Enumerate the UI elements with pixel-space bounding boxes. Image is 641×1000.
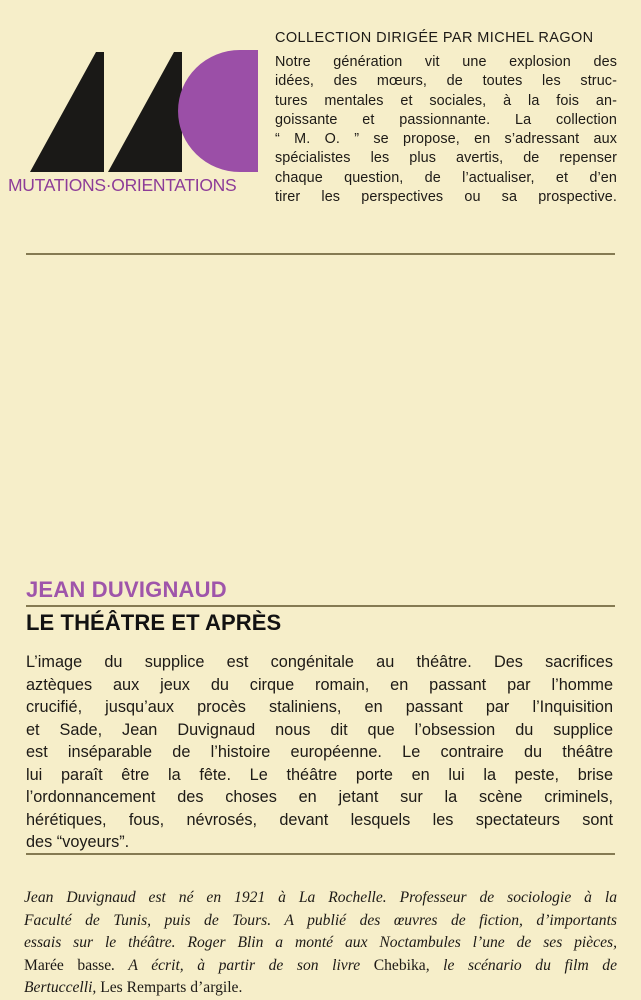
divider-bottom bbox=[26, 853, 615, 855]
book-summary bbox=[26, 651, 613, 854]
bio-line: essais sur le théâtre. Roger Blin a monté aux Noctambules l’une de ses pièces, bbox=[24, 934, 617, 952]
blurb-line: tirer les perspectives ou sa prospective. bbox=[275, 189, 617, 206]
bio-text: . A écrit, à partir de son livre bbox=[111, 956, 374, 974]
summary-line: lui paraît être la fête. Le théâtre porte en lui la peste, brise bbox=[26, 765, 613, 784]
bio-work-title: Marée basse bbox=[24, 956, 112, 974]
blurb-line: idées, des mœurs, de toutes les struc- bbox=[275, 73, 617, 90]
summary-line: des “voyeurs”. bbox=[26, 833, 130, 851]
bio-text: , bbox=[92, 979, 101, 997]
bio-work-title: Les Remparts d’argile bbox=[100, 979, 239, 997]
bio-line bbox=[24, 977, 617, 1000]
collection-logo bbox=[8, 44, 264, 194]
collection-blurb bbox=[275, 53, 617, 207]
logo-triangle-right bbox=[108, 52, 182, 172]
bio-text: Bertuccelli bbox=[24, 979, 93, 997]
summary-line: l’ordonnancement des choses en jetant sur la scène criminels, bbox=[26, 788, 613, 806]
author-name: JEAN DUVIGNAUD bbox=[26, 577, 227, 602]
blurb-line: spécialistes les plus avertis, de repenser bbox=[275, 150, 617, 167]
logo-triangle-left bbox=[30, 52, 104, 172]
bio-work-title: Chebika bbox=[373, 956, 426, 974]
blurb-line: Notre génération vit une explosion des bbox=[275, 54, 617, 70]
bio-text: , le scénario du film de bbox=[425, 956, 618, 974]
blurb-line: “ M. O. ” se propose, en s’adressant aux bbox=[275, 131, 617, 148]
bio-text: . bbox=[238, 979, 243, 997]
blurb-line: goissante et passionnante. La collection bbox=[275, 111, 617, 128]
summary-line: et Sade, Jean Duvignaud nous dit que l’obsession du supplice bbox=[26, 720, 613, 739]
summary-line: aztèques aux jeux du cirque romain, en passant par l’homme bbox=[26, 675, 613, 694]
divider-top bbox=[26, 253, 615, 255]
summary-line: L’image du supplice est congénitale au théâtre. Des sacrifices bbox=[26, 653, 613, 671]
divider-author bbox=[26, 605, 615, 607]
author-bio bbox=[24, 887, 617, 1000]
summary-line: crucifié, jusqu’aux procès staliniens, en passant par l’Inquisition bbox=[26, 698, 613, 716]
mo-logo-mark bbox=[24, 44, 266, 174]
bio-line bbox=[24, 955, 617, 978]
blurb-line: chaque question, de l’actualiser, et d’en bbox=[275, 169, 617, 186]
bio-line: Jean Duvignaud est né en 1921 à La Rochelle. Professeur de sociologie à la bbox=[24, 889, 617, 906]
book-title: LE THÉÂTRE ET APRÈS bbox=[26, 610, 282, 635]
blurb-line: tures mentales et sociales, à la fois an- bbox=[275, 92, 617, 109]
logo-wordmark: MUTATIONS·ORIENTATIONS bbox=[8, 175, 237, 195]
summary-line: hérétiques, fous, névrosés, devant lesquels les spectateurs sont bbox=[26, 810, 613, 829]
bio-line: Faculté de Tunis, puis de Tours. A publié des œuvres de fiction, d’importants bbox=[24, 911, 617, 929]
logo-purple-c bbox=[178, 50, 258, 172]
collection-header: COLLECTION DIRIGÉE PAR MICHEL RAGON bbox=[275, 30, 594, 46]
summary-line: est inséparable de l’histoire européenne. Le contraire du théâtre bbox=[26, 743, 613, 761]
